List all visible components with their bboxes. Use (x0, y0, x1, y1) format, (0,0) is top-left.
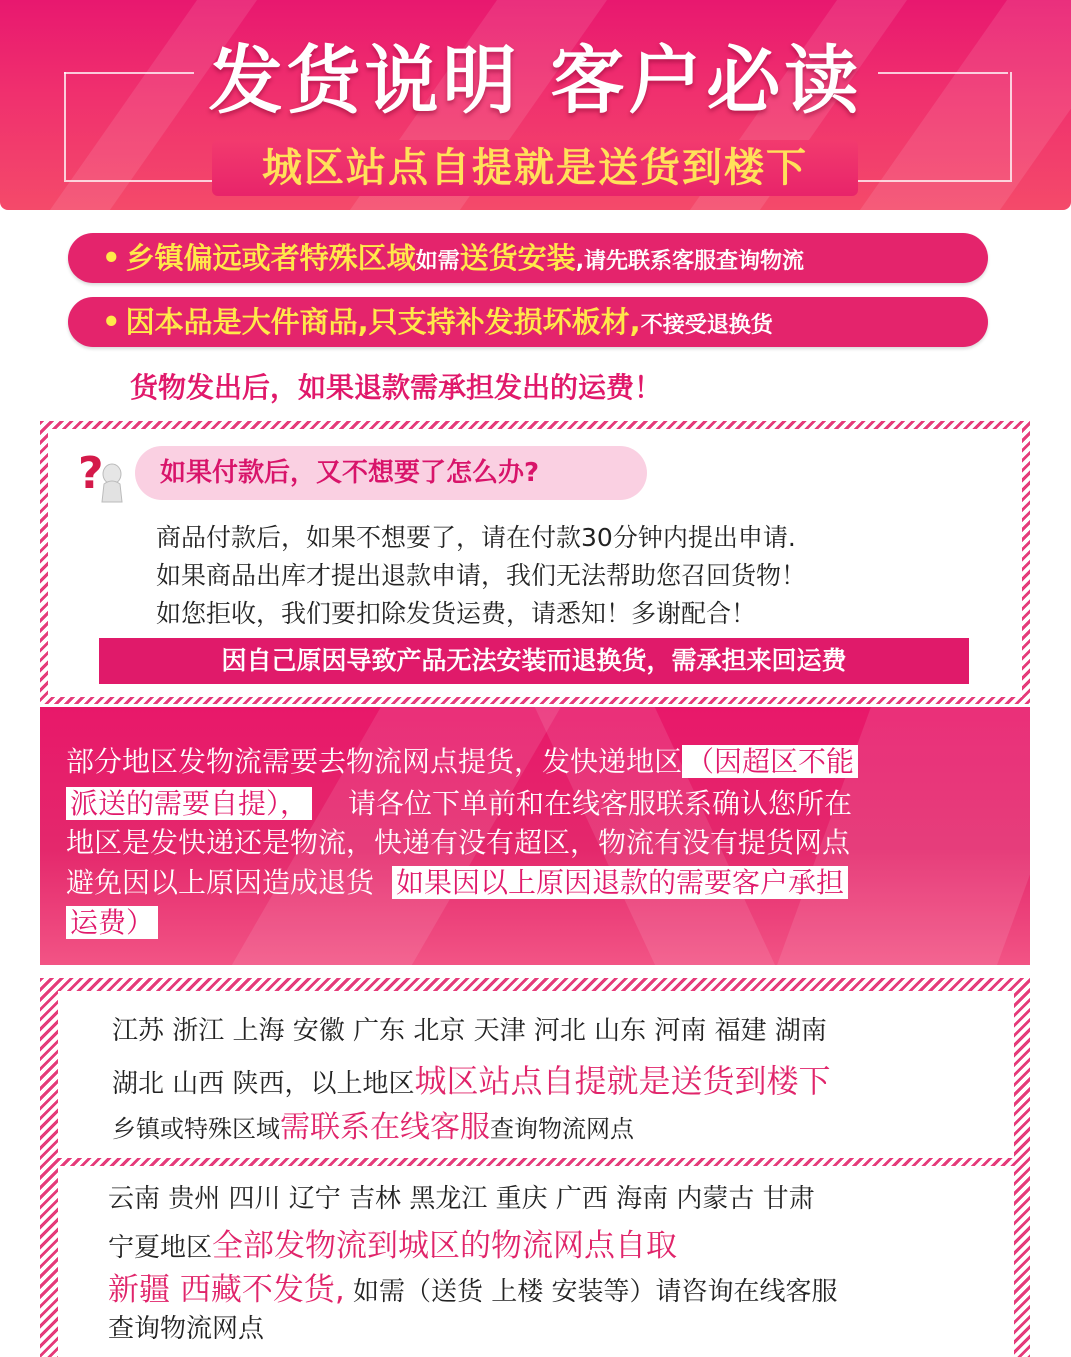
region-text: 湖北 山西 陕西，以上地区 (112, 1069, 415, 1099)
logistics-highlight: 如果因以上原因退款的需要客户承担 (392, 866, 848, 899)
notice-text: 如需 (415, 249, 460, 274)
notice-highlight: 乡镇偏远或者特殊区域 (125, 241, 416, 275)
region-text: 查询物流网点 (490, 1115, 634, 1143)
region-list: 云南 贵州 四川 辽宁 吉林 黑龙江 重庆 广西 海南 内蒙古 甘肃 (108, 1184, 815, 1214)
region-line (112, 1102, 634, 1146)
logistics-text: 请各位下单前和在线客服联系确认您所在 (348, 787, 853, 820)
svg-text:?: ? (78, 448, 104, 499)
notice-tail: 不接受退换货 (640, 313, 773, 338)
region-highlight: 需联系在线客服 (280, 1110, 490, 1145)
notice-pill-remote-area (68, 233, 988, 283)
notice-highlight-2: 送货安装 (459, 241, 576, 275)
notice-highlight: 因本品是大件商品,只支持补发损坏板材, (125, 305, 641, 339)
region-highlight: 新疆 西藏不发货, (108, 1272, 345, 1308)
header-banner (0, 0, 1071, 210)
faq-answer-line: 商品付款后，如果不想要了，请在付款30分钟内提出申请. (156, 523, 796, 552)
bullet: • (102, 241, 121, 275)
region-list: 江苏 浙江 上海 安徽 广东 北京 天津 河北 山东 河南 福建 湖南 (112, 1016, 827, 1046)
bullet: • (102, 305, 121, 339)
logistics-highlight: 运费） (66, 906, 158, 939)
notice-tail: ,请先联系客服查询物流 (575, 249, 805, 274)
faq-question: 如果付款后，又不想要了怎么办? (160, 458, 540, 488)
question-person-icon (74, 444, 134, 504)
refund-warning: 货物发出后，如果退款需承担发出的运费！ (130, 371, 663, 404)
page-subtitle: 城区站点自提就是送货到楼下 (262, 145, 808, 191)
region-text: 乡镇或特殊区域 (112, 1115, 280, 1143)
faq-answer-line: 如您拒收，我们要扣除发货运费，请悉知！多谢配合！ (156, 599, 757, 628)
return-fee-banner: 因自己原因导致产品无法安装而退换货，需承担来回运费 (99, 638, 969, 684)
logistics-highlight: 派送的需要自提）， (66, 787, 312, 820)
logistics-line (66, 782, 852, 822)
region-line: 查询物流网点 (108, 1314, 265, 1344)
logistics-text: 部分地区发物流需要去物流网点提货，发快递地区 (66, 745, 683, 778)
region-line (108, 1220, 677, 1265)
region-text: 宁夏地区 (108, 1233, 213, 1263)
faq-answer-line: 如果商品出库才提出退款申请，我们无法帮助您召回货物！ (156, 561, 807, 590)
page-title: 发货说明 客户必读 (208, 38, 863, 124)
logistics-line (66, 901, 158, 941)
logistics-text: 避免因以上原因造成退货 (66, 866, 375, 899)
region-text: 如需（送货 上楼 安装等）请咨询在线客服 (344, 1277, 838, 1307)
notice-pill-large-item (68, 297, 988, 347)
region-line (108, 1264, 838, 1309)
region-highlight: 城区站点自提就是送货到楼下 (414, 1062, 831, 1100)
logistics-line (66, 861, 848, 901)
region-highlight: 全部发物流到城区的物流网点自取 (212, 1228, 678, 1264)
logistics-highlight: （因超区不能 (682, 745, 858, 778)
logistics-line: 地区是发快递还是物流，快递有没有超区，物流有没有提货网点 (66, 826, 851, 859)
region-line (112, 1056, 831, 1102)
logistics-line (66, 740, 858, 780)
